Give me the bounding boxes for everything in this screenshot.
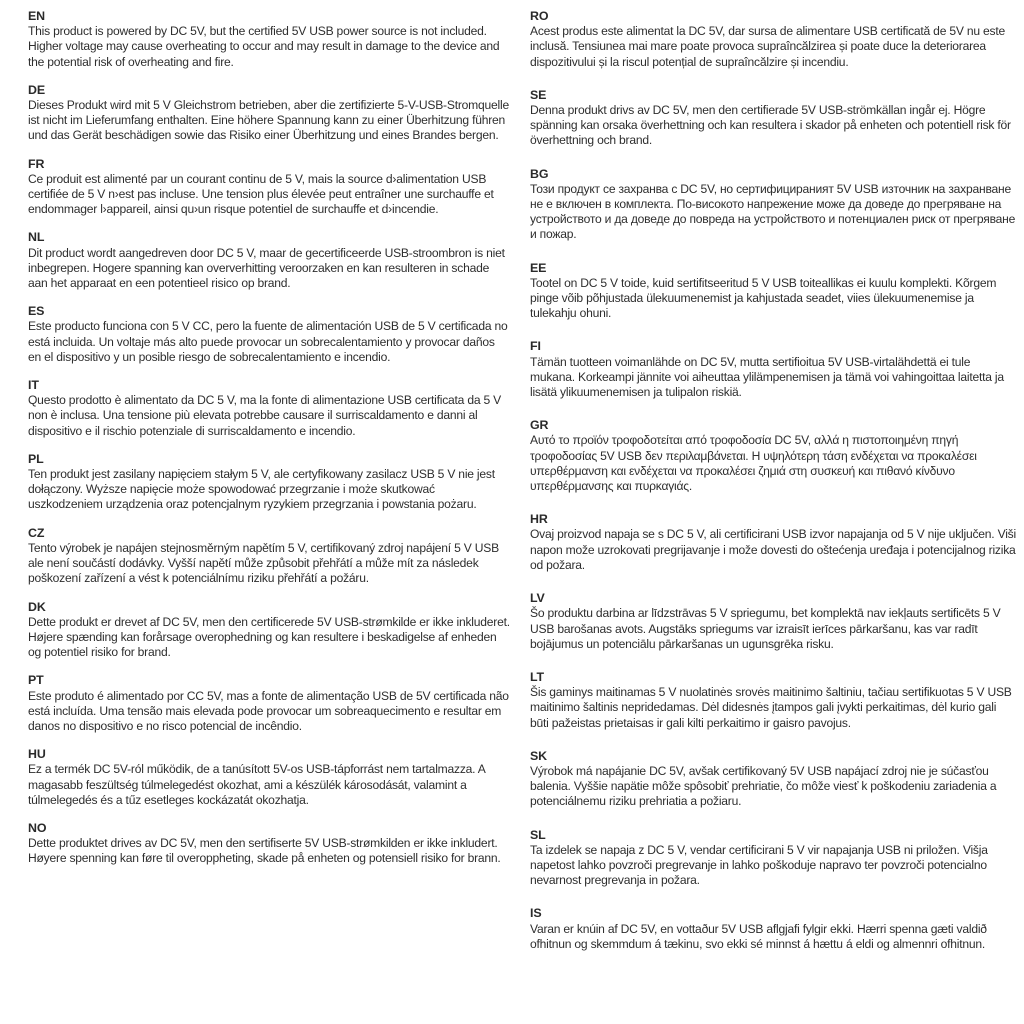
language-section-it xyxy=(28,378,510,439)
language-code: NL xyxy=(28,230,45,245)
language-section-fi xyxy=(530,339,1017,400)
language-warning-text: Tämän tuotteen voimanlähde on DC 5V, mutta sertifioitua 5V USB-virtalähdettä ei tule mukana. Korkeampi jännite voi aiheuttaa ylilämpenemisen ja tämä voi vahingoittaa laitetta ja lisätä ylikuumenemisen ja tulipalon riskiä. xyxy=(530,354,1004,400)
language-code: DE xyxy=(28,82,46,97)
language-code: RO xyxy=(530,9,549,23)
language-section-dk xyxy=(28,600,510,661)
language-warning-text: Este produto é alimentado por CC 5V, mas a fonte de alimentação USB de 5V certificada não está incluída. Uma tensão mais elevada pode provocar um sobreaquecimento e resultar em danos no dispositivo e no risco potencial de incêndio. xyxy=(28,688,509,733)
language-code: SE xyxy=(530,87,547,102)
language-code: PL xyxy=(28,451,44,466)
language-code: CZ xyxy=(28,525,45,540)
language-code: BG xyxy=(530,166,549,181)
language-section-hu xyxy=(28,747,510,808)
language-code: IT xyxy=(28,378,39,393)
language-code: SL xyxy=(530,827,546,842)
language-section-fr xyxy=(28,157,510,218)
language-warning-text: Acest produs este alimentat la DC 5V, dar sursa de alimentare USB certificată de 5V nu este inclusă. Tensiunea mai mare poate provoca supraîncălzirea și poate duce la deteriorarea dispozitivului și la riscul potențial de supraîncălzire și incendiu. xyxy=(530,24,1005,69)
language-warning-text: Dette produkt er drevet af DC 5V, men den certificerede 5V USB-strømkilde er ikke inkluderet. Højere spænding kan forårsage overophedning og kan resultere i beskadigelse af enheden og potentiel risiko for brand. xyxy=(28,614,510,660)
language-section-se xyxy=(530,88,1017,149)
language-warning-text: Dit product wordt aangedreven door DC 5 V, maar de gecertificeerde USB-stroombron is niet inbegrepen. Hogere spanning kan oververhitting veroorzaken en kan resulteren in schade aan het apparaat en een potentieel risico op brand. xyxy=(28,245,505,291)
language-warning-text: Este producto funciona con 5 V CC, pero la fuente de alimentación USB de 5 V certificada no está incluida. Un voltaje más alto puede provocar un sobrecalentamiento y provocar daños en el dispositivo y un posible riesgo de sobrecalentamiento e incendio. xyxy=(28,319,508,364)
language-code: ES xyxy=(28,304,45,319)
language-section-sk xyxy=(530,749,1017,810)
language-warning-text: Dieses Produkt wird mit 5 V Gleichstrom betrieben, aber die zertifizierte 5-V-USB-Stromquelle ist nicht im Lieferumfang enthalten. Eine höhere Spannung kann zu einer Überhitzung führen und das Gerät beschädigen sowie das Risiko einer Überhitzung und eines Brandes bergen. xyxy=(28,98,509,143)
language-code: LT xyxy=(530,669,545,684)
language-section-en xyxy=(28,9,510,70)
right-column xyxy=(530,9,1017,970)
language-code: GR xyxy=(530,418,549,433)
language-code: FI xyxy=(530,339,541,354)
language-section-no xyxy=(28,821,510,867)
language-section-bg xyxy=(530,167,1017,243)
language-warning-text: Denna produkt drivs av DC 5V, men den certifierade 5V USB-strömkällan ingår ej. Högre spänning kan orsaka överhettning och kan resultera i skador på enheten och potentiell risk för överhettning och brand. xyxy=(530,103,1011,148)
language-code: DK xyxy=(28,599,46,614)
language-code: NO xyxy=(28,820,47,835)
language-section-pt xyxy=(28,673,510,734)
language-warning-text: Dette produktet drives av DC 5V, men den sertifiserte 5V USB-strømkilden er ikke inkludert. Høyere spenning kan føre til overoppheting, skade på enheten og potensiell risiko for brann. xyxy=(28,836,501,866)
language-warning-text: Šis gaminys maitinamas 5 V nuolatinės srovės maitinimo šaltiniu, tačiau sertifikuotas 5 V USB maitinimo šaltinis nepridedamas. Dėl didesnės įtampos gali įvykti perkaitimas, dėl kurio gali būti pažeistas prietaisas ir gali kilti perkaitimo ir gaisro pavojus. xyxy=(530,685,1012,730)
language-code: IS xyxy=(530,906,542,921)
language-warning-text: Šo produktu darbina ar līdzstrāvas 5 V spriegumu, bet komplektā nav iekļauts sertificēts 5 V USB barošanas avots. Augstāks spriegums var izraisīt ierīces pārkaršanu, kas var radīt bojājumus un potenciālu pārkaršanas un ugunsgrēka risku. xyxy=(530,606,1001,651)
language-section-ro xyxy=(530,9,1017,70)
language-warning-text: Ovaj proizvod napaja se s DC 5 V, ali certificirani USB izvor napajanja od 5 V nije uključen. Viši napon može uzrokovati pregrijavanje i može dovesti do oštećenja uređaja i potencijalnog rizika od požara. xyxy=(530,527,1016,572)
language-code: HU xyxy=(28,747,46,762)
language-code: LV xyxy=(530,591,545,606)
language-warning-text: Výrobok má napájanie DC 5V, avšak certifikovaný 5V USB napájací zdroj nie je súčasťou balenia. Vyššie napätie môže spôsobiť prehriatie, čo môže viesť k poškodeniu zariadenia a potenciálnemu riziku prehriatia a požiaru. xyxy=(530,763,997,809)
language-code: FR xyxy=(28,156,45,171)
language-section-sl xyxy=(530,828,1017,889)
language-section-pl xyxy=(28,452,510,513)
language-section-es xyxy=(28,304,510,365)
language-section-nl xyxy=(28,230,510,291)
language-warning-text: Този продукт се захранва с DC 5V, но сертифицираният 5V USB източник на захранване не е включен в комплекта. По-високото напрежение може да доведе до прегряване на устройството и да доведе до повреда на устройството и потенциален риск от прегряване и пожар. xyxy=(530,181,1016,242)
language-warning-text: Varan er knúin af DC 5V, en vottaður 5V USB aflgjafi fylgir ekki. Hærri spenna gæti valdið ofhitnun og skemmdum á tækinu, svo ekki sé minnst á hættu á eldi og almennri ofhitnun. xyxy=(530,921,987,951)
language-code: HR xyxy=(530,512,548,527)
language-section-cz xyxy=(28,526,510,587)
language-warning-text: Ce produit est alimenté par un courant continu de 5 V, mais la source d›alimentation USB certifiée de 5 V n›est pas incluse. Une tension plus élevée peut entraîner une surchauffe et endommager l›appareil, ainsi qu›un risque potentiel de surchauffe et d›incendie. xyxy=(28,171,494,217)
language-warning-text: Questo prodotto è alimentato da DC 5 V, ma la fonte di alimentazione USB certificata da 5 V non è inclusa. Una tensione più elevata potrebbe causare il surriscaldamento e danni al dispositivo e il rischio potenziale di surriscaldamento e incendio. xyxy=(28,393,501,438)
language-section-ee xyxy=(530,261,1017,322)
language-section-gr xyxy=(530,418,1017,494)
language-warning-text: Ta izdelek se napaja z DC 5 V, vendar certificirani 5 V vir napajanja USB ni priložen. Višja napetost lahko povzroči pregrevanje in lahko poškoduje napravo ter povzroči potencialno nevarnost pregrevanja in požara. xyxy=(530,842,988,888)
language-code: PT xyxy=(28,673,44,688)
language-section-lt xyxy=(530,670,1017,731)
language-warning-text: Tootel on DC 5 V toide, kuid sertifitseeritud 5 V USB toiteallikas ei kuulu komplekti. Kõrgem pinge võib põhjustada ülekuumenemist ja kahjustada seadet, viies ülekuumenemise ja tulekahju ohuni. xyxy=(530,275,997,321)
language-section-hr xyxy=(530,512,1017,573)
language-section-lv xyxy=(530,591,1017,652)
language-warning-text: Αυτό το προϊόν τροφοδοτείται από τροφοδοσία DC 5V, αλλά η πιστοποιημένη πηγή τροφοδοσίας 5V USB δεν περιλαμβάνεται. Η υψηλότερη τάση ενδέχεται να προκαλέσει υπερθέρμανση και ενδέχεται να προκαλέσει ζημιά στη συσκευή και πιθανό κίνδυνο υπερθέρμανσης και πυρκαγιάς. xyxy=(530,433,977,494)
language-warning-text: Ten produkt jest zasilany napięciem stałym 5 V, ale certyfikowany zasilacz USB 5 V nie jest dołączony. Wyższe napięcie może spowodować przegrzanie i może skutkować uszkodzeniem urządzenia oraz potencjalnym ryzykiem przegrzania i powstania pożaru. xyxy=(28,467,495,512)
language-warning-text: Ez a termék DC 5V-ról működik, de a tanúsított 5V-os USB-tápforrást nem tartalmazza. A magasabb feszültség túlmelegedést okozhat, ami a készülék károsodását, valamint a túlmelegedés és a tűz esetleges kockázatát okozhatja. xyxy=(28,762,485,807)
language-code: EE xyxy=(530,260,547,275)
language-code: EN xyxy=(28,9,46,23)
language-section-is xyxy=(530,906,1017,952)
language-warning-text: Tento výrobek je napájen stejnosměrným napětím 5 V, certifikovaný zdroj napájení 5 V USB ale není součástí dodávky. Vyšší napětí může způsobit přehřátí a může mít za následek poškození zařízení a vést k potenciálnímu riziku přehřátí a požáru. xyxy=(28,540,499,586)
language-warning-text: This product is powered by DC 5V, but the certified 5V USB power source is not included. Higher voltage may cause overheating to occur and may result in damage to the device and the potential risk of overheating and fire. xyxy=(28,24,500,69)
left-column xyxy=(28,9,510,880)
language-code: SK xyxy=(530,748,548,763)
language-section-de xyxy=(28,83,510,144)
